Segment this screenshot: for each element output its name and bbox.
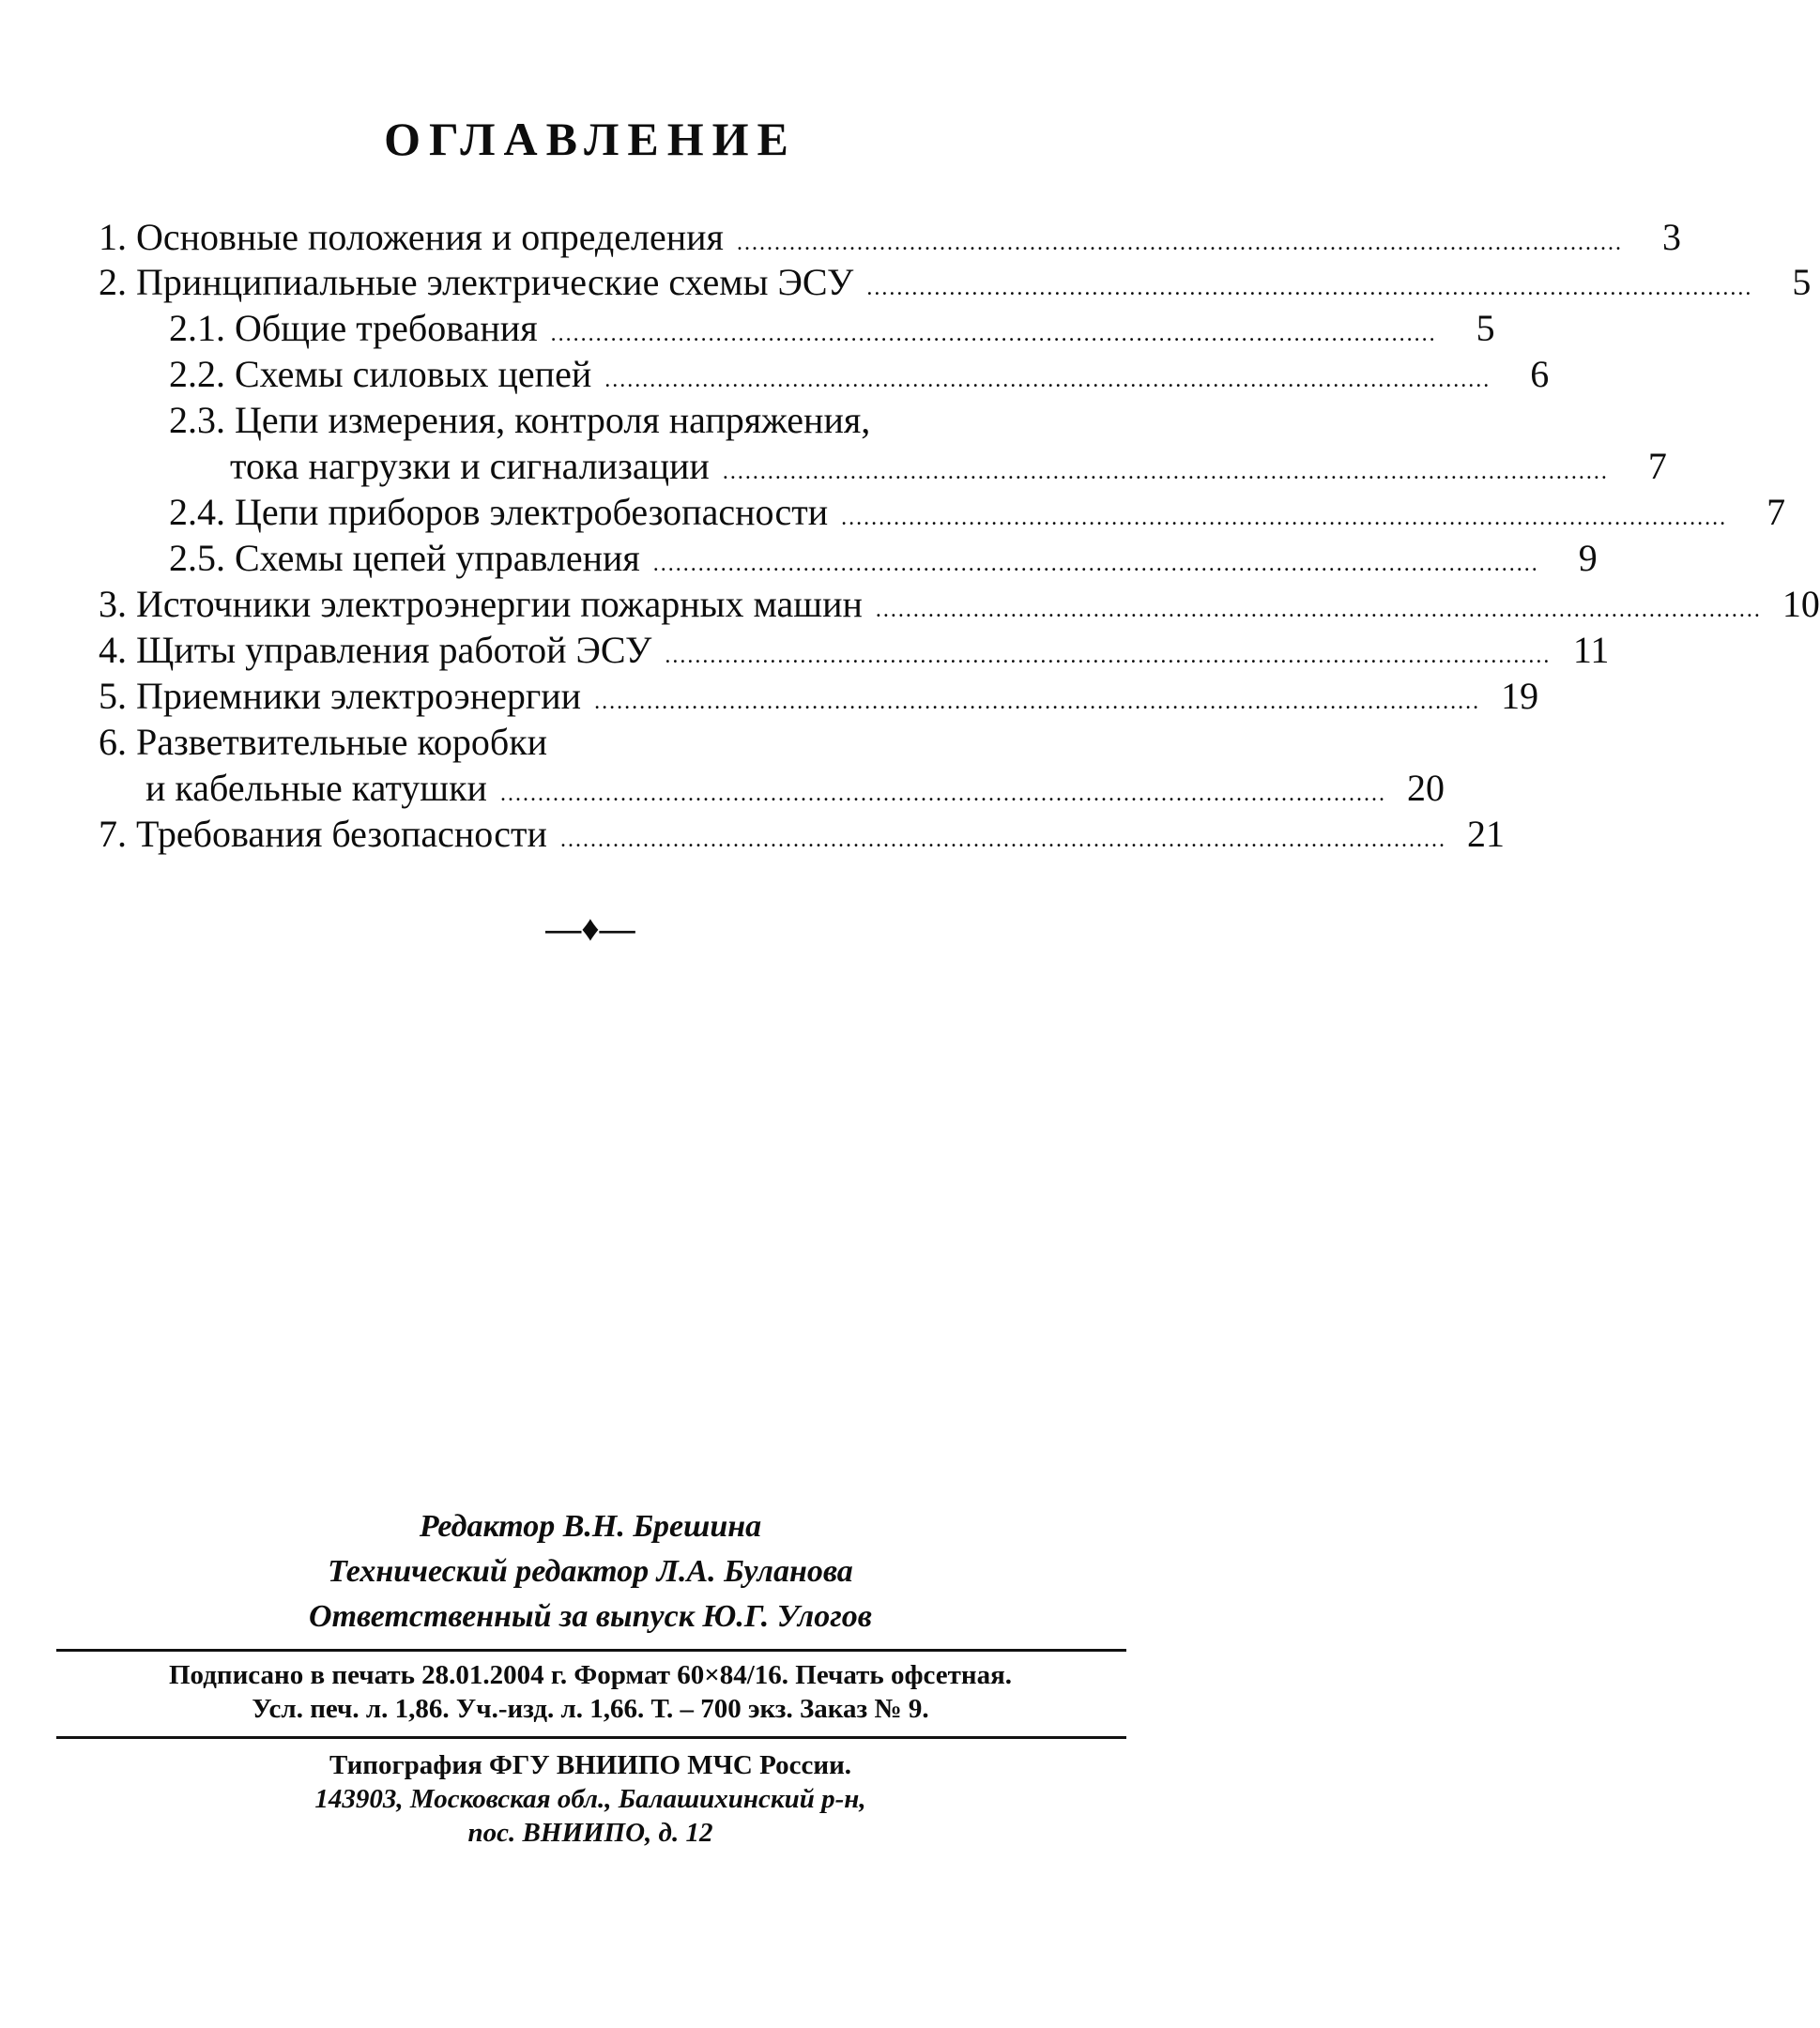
- toc-entry-page: 7: [1647, 445, 1667, 487]
- ornament-divider: —♦—: [545, 909, 635, 949]
- dot-leader: ......................................................................................................................: [499, 782, 1386, 806]
- toc-entry-text: тока нагрузки и сигнализации: [230, 445, 710, 487]
- toc-entry-1: [99, 214, 1681, 261]
- toc-entry-6: [145, 765, 1445, 812]
- toc-entry-5: [99, 673, 1539, 720]
- bottom-rule: [56, 1736, 1126, 1739]
- toc-entry-page: 5: [1476, 307, 1495, 349]
- toc-entry-text: 2. Принципиальные электрические схемы ЭСУ: [99, 261, 854, 303]
- printer-address-line-2: пос. ВНИИПО, д. 12: [467, 1818, 713, 1848]
- toc-entry-2-2: [169, 351, 1550, 398]
- dot-leader: ......................................................................................................................: [722, 460, 1609, 484]
- toc-entry-page: 19: [1501, 675, 1539, 717]
- dot-leader: ......................................................................................................................: [559, 828, 1446, 852]
- top-rule: [56, 1649, 1126, 1652]
- toc-title: ОГЛАВЛЕНИЕ: [384, 113, 797, 165]
- toc-entry-page: 9: [1578, 537, 1598, 579]
- toc-entry-page: 6: [1530, 353, 1550, 395]
- print-info-line-1: Подписано в печать 28.01.2004 г. Формат 60×84/16. Печать офсетная.: [168, 1660, 1013, 1690]
- toc-entry-2-5: [169, 535, 1598, 582]
- toc-entry-text: 2.5. Схемы цепей управления: [169, 537, 640, 579]
- toc-entry-page: 3: [1661, 216, 1681, 258]
- toc-entry-page: 21: [1466, 813, 1505, 855]
- printer-name: Типография ФГУ ВНИИПО МЧС России.: [329, 1750, 852, 1780]
- tech-editor-credit: Технический редактор Л.А. Буланова: [328, 1554, 853, 1589]
- responsible-credit: Ответственный за выпуск Ю.Г. Улогов: [309, 1599, 872, 1634]
- toc-entry-text: 1. Основные положения и определения: [99, 216, 724, 258]
- toc-entry-4: [99, 627, 1610, 674]
- dot-leader: ......................................................................................................................: [736, 231, 1623, 255]
- dot-leader: ......................................................................................................................: [652, 552, 1539, 576]
- toc-entry-text: 2.3. Цепи измерения, контроля напряжения,: [169, 399, 871, 441]
- toc-entry-text: 2.2. Схемы силовых цепей: [169, 353, 592, 395]
- toc-entry-page: 11: [1572, 629, 1610, 671]
- toc-entry-text: 2.1. Общие требования: [169, 307, 538, 349]
- editor-credit: Редактор В.Н. Брешина: [419, 1509, 762, 1544]
- toc-entry-2-3: [230, 443, 1667, 490]
- toc-entry-text: 5. Приемники электроэнергии: [99, 675, 582, 717]
- toc-entry-page: 20: [1406, 767, 1445, 809]
- toc-entry-3: [99, 581, 1820, 628]
- toc-entry-2: [99, 259, 1812, 306]
- toc-entry-2-3-line1: [169, 397, 1086, 444]
- toc-entry-text: 6. Разветвительные коробки: [99, 721, 548, 763]
- print-info-line-2: Усл. печ. л. 1,86. Уч.-изд. л. 1,66. Т. – 700 экз. Заказ № 9.: [252, 1694, 929, 1724]
- toc-entry-page: 7: [1766, 491, 1786, 533]
- dot-leader: ......................................................................................................................: [550, 322, 1437, 346]
- printer-address-line-1: 143903, Московская обл., Балашихинский р-н,: [314, 1784, 866, 1814]
- toc-entry-7: [99, 811, 1505, 858]
- dot-leader: ......................................................................................................................: [866, 276, 1753, 300]
- toc-entry-text: и кабельные катушки: [145, 767, 487, 809]
- dot-leader: ......................................................................................................................: [875, 598, 1762, 622]
- toc-entry-page: 5: [1792, 261, 1812, 303]
- dot-leader: ......................................................................................................................: [604, 368, 1491, 392]
- toc-entry-text: 4. Щиты управления работой ЭСУ: [99, 629, 652, 671]
- toc-entry-page: 10: [1782, 583, 1820, 625]
- toc-entry-2-1: [169, 305, 1495, 352]
- dot-leader: ......................................................................................................................: [594, 690, 1481, 714]
- toc-entry-text: 3. Источники электроэнергии пожарных машин: [99, 583, 863, 625]
- dot-leader: ......................................................................................................................: [665, 644, 1552, 668]
- toc-entry-2-4: [169, 489, 1786, 536]
- toc-entry-6-line1: [99, 719, 1086, 766]
- toc-entry-text: 7. Требования безопасности: [99, 813, 547, 855]
- dot-leader: ......................................................................................................................: [841, 506, 1728, 530]
- toc-entry-text: 2.4. Цепи приборов электробезопасности: [169, 491, 829, 533]
